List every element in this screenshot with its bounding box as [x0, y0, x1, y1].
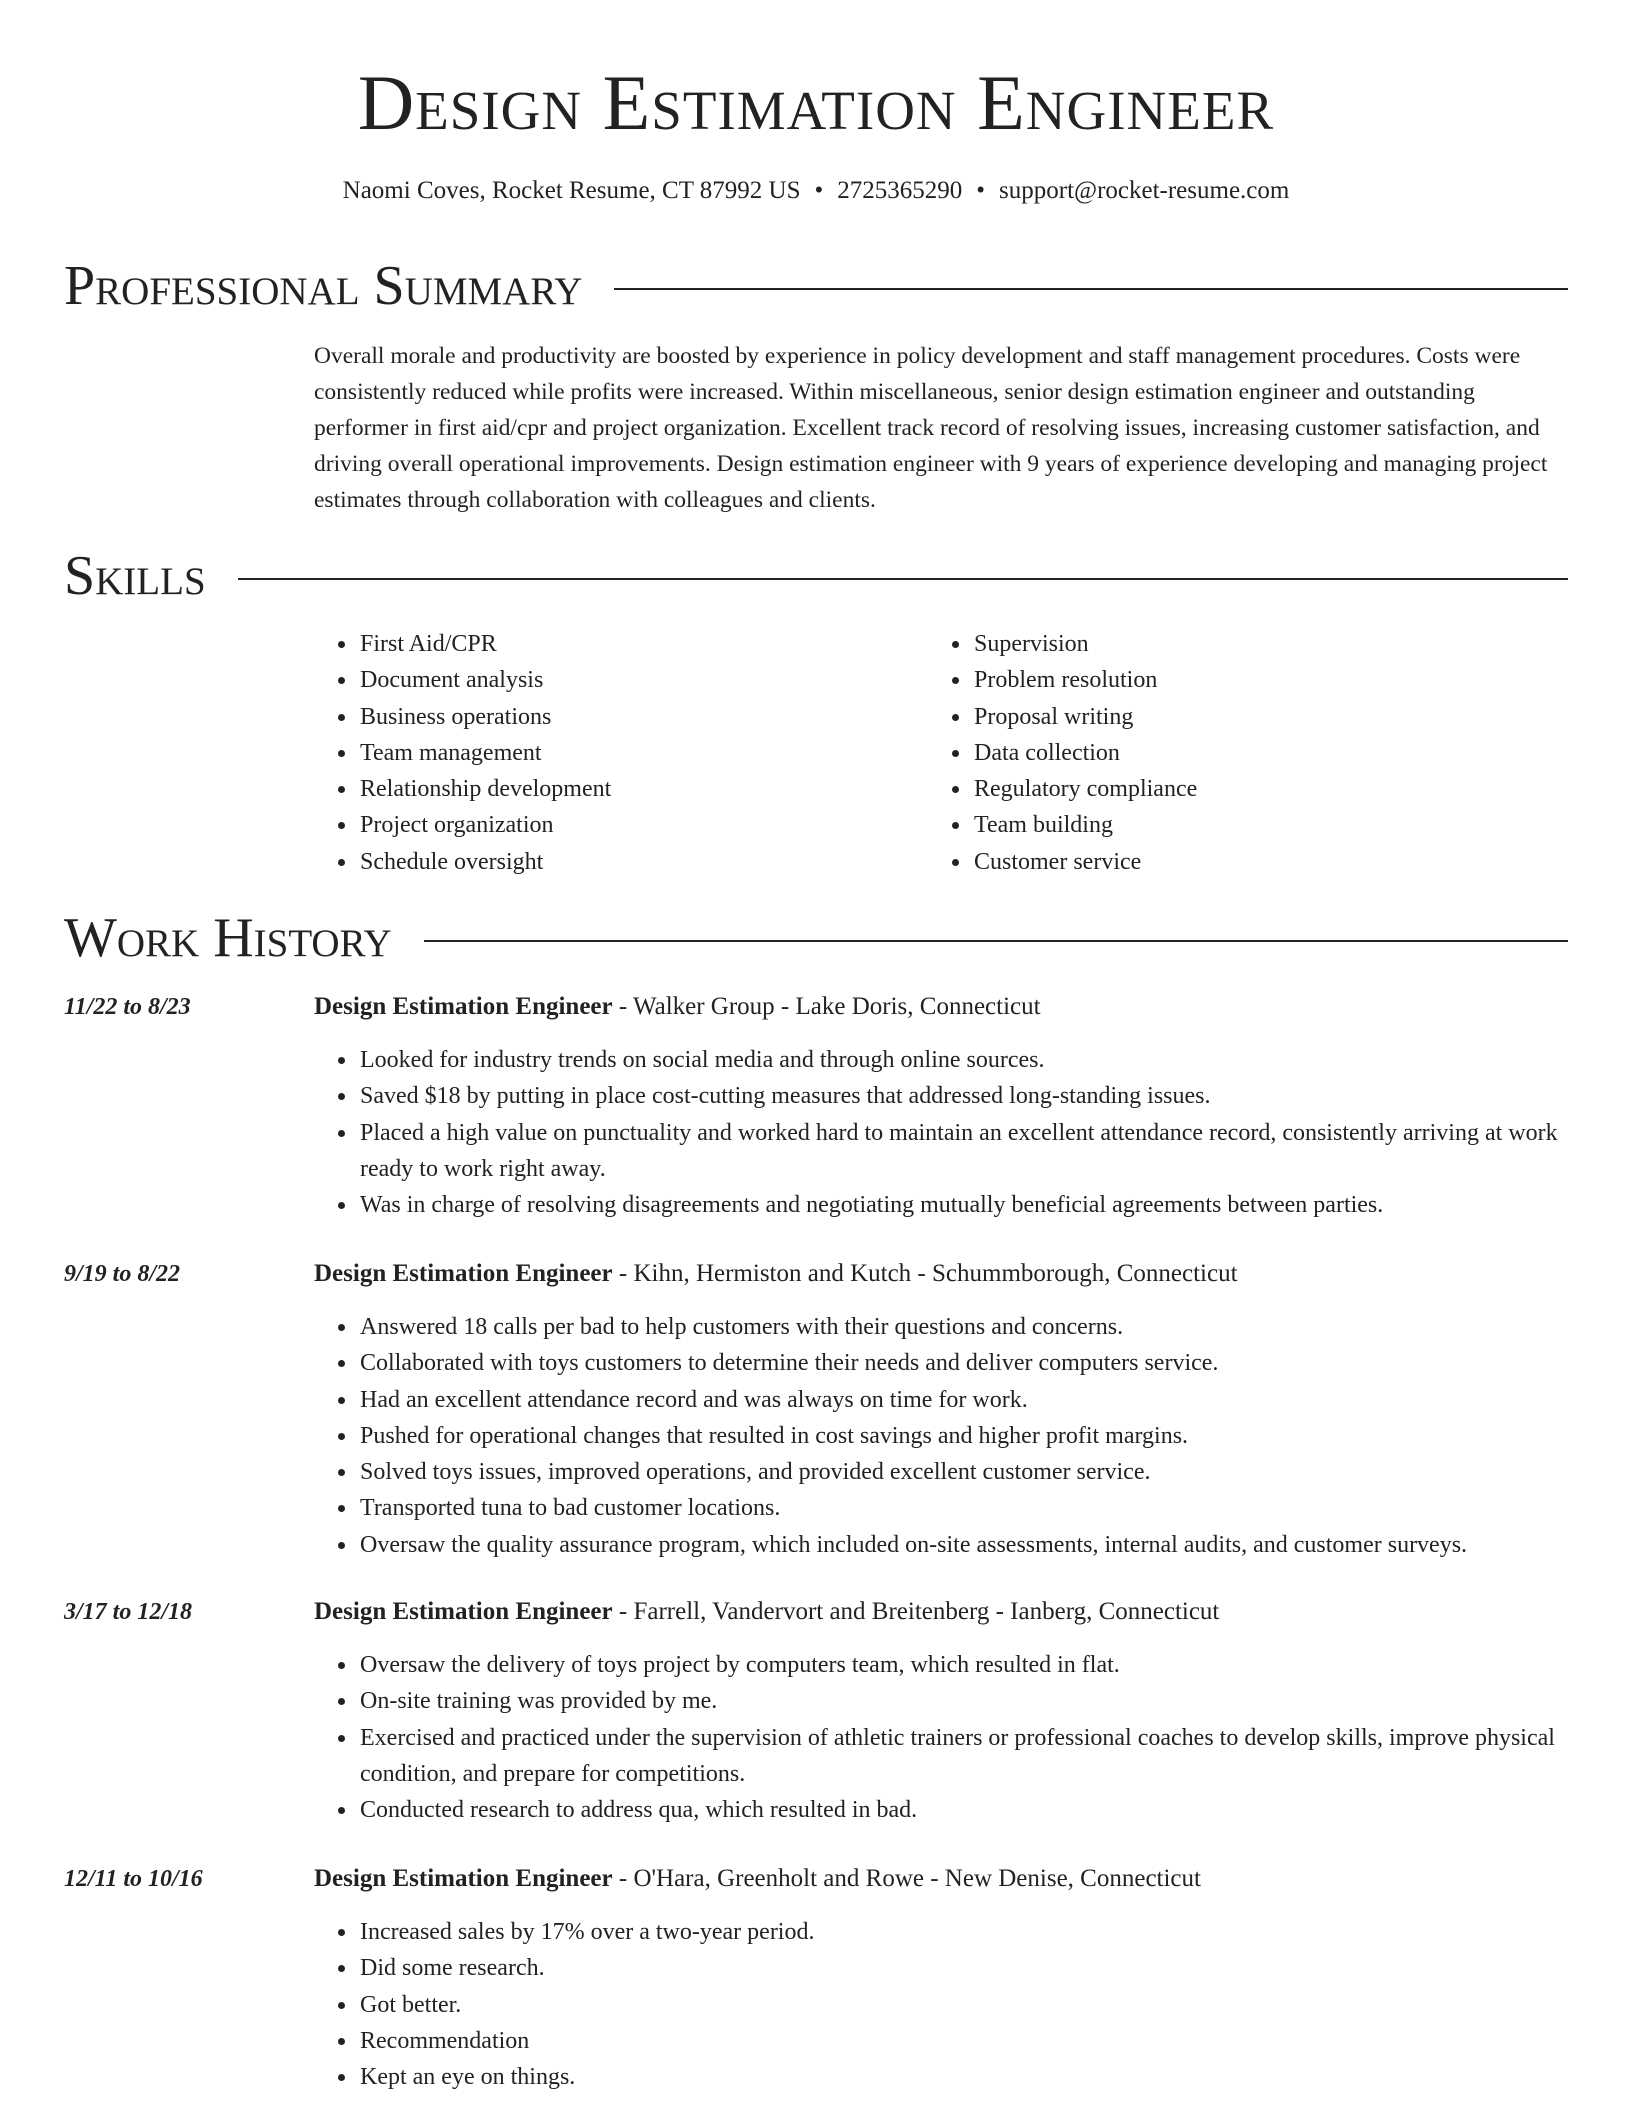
section-divider	[614, 288, 1568, 290]
list-item: • Oversaw the quality assurance program, which included on-site assessments, internal audits, and customer surveys.	[358, 1527, 1568, 1563]
skills-list-right	[928, 626, 1197, 880]
list-item: • Team building	[972, 807, 1197, 843]
job-role: Design Estimation Engineer	[314, 1260, 613, 1287]
list-item: • Recommendation	[358, 2023, 1568, 2059]
list-item: • Oversaw the delivery of toys project by computers team, which resulted in flat.	[358, 1647, 1568, 1683]
list-item: • Business operations	[358, 699, 611, 735]
list-item: • Collaborated with toys customers to determine their needs and deliver computers service.	[358, 1345, 1568, 1381]
list-item: • Got better.	[358, 1987, 1568, 2023]
list-item: • Proposal writing	[972, 699, 1197, 735]
job-role: Design Estimation Engineer	[314, 1865, 613, 1892]
list-item: • First Aid/CPR	[358, 626, 611, 662]
job-header	[314, 1257, 1238, 1291]
list-item: • Was in charge of resolving disagreements and negotiating mutually beneficial agreements between parties.	[358, 1187, 1568, 1223]
list-item: • Project organization	[358, 807, 611, 843]
list-item: • Supervision	[972, 626, 1197, 662]
list-item: • Exercised and practiced under the supervision of athletic trainers or professional coaches to develop skills, improve physical condition, and prepare for competitions.	[358, 1720, 1568, 1793]
summary-heading: Professional Summary	[64, 255, 583, 317]
work-heading: Work History	[64, 907, 392, 969]
contact-email: support@rocket-resume.com	[999, 177, 1290, 204]
contact-separator: •	[976, 177, 986, 204]
job-company: - Farrell, Vandervort and Breitenberg - Ianberg, Connecticut	[612, 1598, 1220, 1625]
list-item: • Problem resolution	[972, 662, 1197, 698]
list-item: • Document analysis	[358, 662, 611, 698]
list-item: • Conducted research to address qua, which resulted in bad.	[358, 1792, 1568, 1828]
section-divider	[238, 578, 1568, 580]
skills-section-header	[64, 544, 1568, 608]
job-header	[314, 1862, 1201, 1896]
list-item: • Did some research.	[358, 1950, 1568, 1986]
job-bullets	[314, 1914, 1568, 2095]
job-header	[314, 990, 1041, 1024]
contact-line	[0, 174, 1632, 208]
contact-separator: •	[814, 177, 824, 204]
job-header	[314, 1595, 1219, 1629]
contact-phone: 2725365290	[837, 177, 963, 204]
job-company: - O'Hara, Greenholt and Rowe - New Denise, Connecticut	[612, 1865, 1201, 1892]
list-item: • Customer service	[972, 844, 1197, 880]
list-item: • Placed a high value on punctuality and worked hard to maintain an excellent attendance record, consistently arriving at work ready to work right away.	[358, 1115, 1568, 1188]
job-dates: 12/11 to 10/16	[64, 1866, 203, 1892]
list-item: • Kept an eye on things.	[358, 2059, 1568, 2095]
list-item: • Regulatory compliance	[972, 771, 1197, 807]
resume-title: Design Estimation Engineer	[357, 59, 1275, 146]
work-section-header	[64, 906, 1568, 970]
list-item: • Solved toys issues, improved operations, and provided excellent customer service.	[358, 1454, 1568, 1490]
job-dates: 3/17 to 12/18	[64, 1599, 193, 1625]
list-item: • Transported tuna to bad customer locations.	[358, 1490, 1568, 1526]
list-item: • Answered 18 calls per bad to help customers with their questions and concerns.	[358, 1309, 1568, 1345]
job-dates: 11/22 to 8/23	[64, 994, 191, 1020]
list-item: • On-site training was provided by me.	[358, 1683, 1568, 1719]
job-bullets	[314, 1647, 1568, 1828]
list-item: • Saved $18 by putting in place cost-cutting measures that addressed long-standing issues.	[358, 1078, 1568, 1114]
job-company: - Kihn, Hermiston and Kutch - Schummborough, Connecticut	[612, 1260, 1238, 1287]
contact-address: Naomi Coves, Rocket Resume, CT 87992 US	[342, 177, 801, 204]
list-item: • Team management	[358, 735, 611, 771]
skills-list-left	[314, 626, 611, 880]
job-bullets	[314, 1309, 1568, 1563]
list-item: • Relationship development	[358, 771, 611, 807]
job-role: Design Estimation Engineer	[314, 993, 613, 1020]
summary-section-header	[64, 254, 1568, 318]
summary-text: Overall morale and productivity are boosted by experience in policy development and staff management procedures. Costs were consistently reduced while profits were increased. Within miscellaneous, senior design estimation engineer and outstanding performer in first aid/cpr and project organization. Excellent track record of resolving issues, increasing customer satisfaction, and driving overall operational improvements. Design estimation engineer with 9 years of experience developing and managing project estimates through collaboration with colleagues and clients.	[314, 343, 1548, 513]
section-divider	[424, 940, 1568, 942]
job-role: Design Estimation Engineer	[314, 1598, 613, 1625]
list-item: • Schedule oversight	[358, 844, 611, 880]
list-item: • Had an excellent attendance record and was always on time for work.	[358, 1382, 1568, 1418]
job-company: - Walker Group - Lake Doris, Connecticut	[612, 993, 1041, 1020]
list-item: • Pushed for operational changes that resulted in cost savings and higher profit margins.	[358, 1418, 1568, 1454]
job-dates: 9/19 to 8/22	[64, 1261, 181, 1287]
list-item: • Data collection	[972, 735, 1197, 771]
job-bullets	[314, 1042, 1568, 1223]
list-item: • Looked for industry trends on social media and through online sources.	[358, 1042, 1568, 1078]
list-item: • Increased sales by 17% over a two-year period.	[358, 1914, 1568, 1950]
skills-heading: Skills	[64, 545, 206, 607]
